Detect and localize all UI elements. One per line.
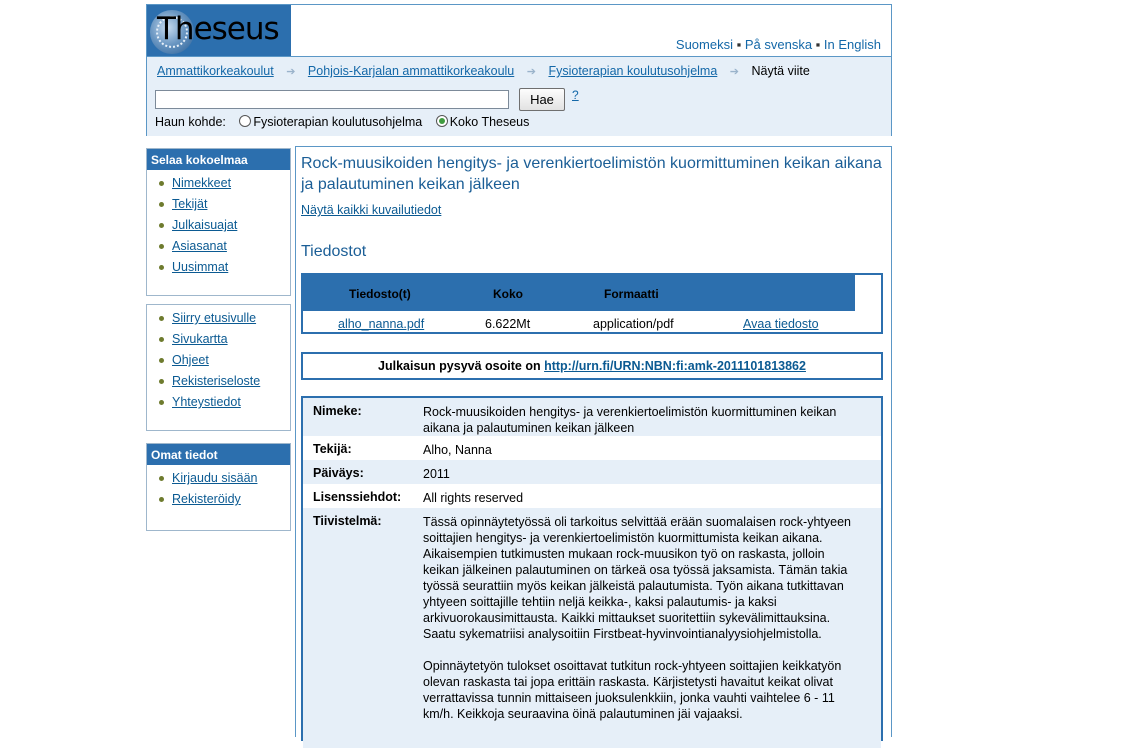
lang-separator: ▪ [815, 37, 824, 52]
sidebar-link-dates[interactable]: Julkaisuajat [172, 218, 238, 232]
metadata-value: Rock-muusikoiden hengitys- ja verenkiertoelimistön kuormittuminen keikan aikana ja palautuminen keikan jälkeen [423, 405, 837, 435]
metadata-row-license [303, 484, 881, 508]
abstract-text [423, 514, 863, 738]
sidebar-item-authors [147, 194, 290, 215]
search-scope-label: Haun kohde: [155, 115, 226, 129]
permanent-address-box [301, 352, 883, 380]
sidebar-item-dates [147, 215, 290, 236]
file-name-link[interactable]: alho_nanna.pdf [338, 317, 425, 331]
sidebar-item-login [147, 468, 290, 489]
sidebar-account-title: Omat tiedot [147, 444, 290, 465]
urn-link[interactable]: http://urn.fi/URN:NBN:fi:amk-2011101813862 [544, 359, 806, 373]
scope-radio-all[interactable] [436, 115, 448, 127]
breadcrumb-link-programme[interactable]: Fysioterapian koulutusohjelma [548, 64, 718, 78]
metadata-label: Päiväys: [313, 466, 364, 480]
sidebar-item-contact [147, 392, 290, 413]
sidebar-link-titles[interactable]: Nimekkeet [172, 176, 232, 190]
file-format: application/pdf [593, 317, 674, 331]
lang-separator: ▪ [736, 37, 745, 52]
sidebar-item-home [147, 308, 290, 329]
breadcrumb-arrow-icon: ➔ [286, 66, 296, 78]
lang-english-link[interactable]: In English [823, 37, 881, 52]
metadata-row-date [303, 460, 881, 484]
metadata-value: 2011 [423, 467, 450, 481]
sidebar-item-register [147, 489, 290, 510]
sidebar-browse [146, 148, 291, 296]
sidebar-item-subjects [147, 236, 290, 257]
scope-radio-programme[interactable] [239, 115, 251, 127]
sidebar-link-authors[interactable]: Tekijät [172, 197, 208, 211]
files-col-file: Tiedosto(t) [349, 287, 411, 301]
search-button[interactable]: Hae [519, 88, 565, 111]
logo-text: Theseus [157, 11, 279, 47]
search-help-link[interactable]: ? [572, 88, 579, 102]
files-col-format: Formaatti [604, 287, 659, 301]
breadcrumb-arrow-icon: ➔ [729, 66, 739, 78]
files-col-size: Koko [493, 287, 523, 301]
metadata-label: Nimeke: [313, 404, 362, 418]
breadcrumb-link-school[interactable]: Pohjois-Karjalan ammattikorkeakoulu [307, 64, 515, 78]
file-size: 6.622Mt [485, 317, 531, 331]
search-input[interactable] [155, 90, 509, 109]
sidebar-item-sitemap [147, 329, 290, 350]
sidebar-browse-title: Selaa kokoelmaa [147, 149, 290, 170]
urn-label: Julkaisun pysyvä osoite on [378, 359, 541, 373]
sidebar-link-contact[interactable]: Yhteystiedot [172, 395, 241, 409]
search-scope [155, 115, 529, 129]
metadata-label: Tiivistelmä: [313, 514, 382, 528]
breadcrumb-search-bar [147, 56, 891, 136]
item-record [295, 146, 892, 737]
theseus-logo[interactable] [147, 5, 291, 56]
metadata-row-title [303, 398, 881, 436]
show-full-record-link[interactable]: Näytä kaikki kuvailutiedot [301, 203, 442, 217]
sidebar-item-titles [147, 173, 290, 194]
sidebar-link-recent[interactable]: Uusimmat [172, 260, 229, 274]
sidebar-link-sitemap[interactable]: Sivukartta [172, 332, 228, 346]
open-file-link[interactable]: Avaa tiedosto [743, 317, 819, 331]
files-table [301, 273, 883, 334]
files-heading: Tiedostot [301, 243, 367, 260]
metadata-label: Tekijä: [313, 442, 352, 456]
abstract-paragraph: Opinnäytetyön tulokset osoittavat tutkitun rock-yhtyeen soittajien keikkatyön olevan raskasta tai jopa erittäin raskasta. Kärjistetysti havaitut keikat olivat verrattavissa tunnin mittaiseen juoksulenkkiin, jonka vauhti vaihtelee 6 - 11 km/h. Keikkoja seuraavina öinä palautuminen jäi vajaaksi. [423, 659, 842, 721]
metadata-table [301, 396, 883, 741]
sidebar-link-subjects[interactable]: Asiasanat [172, 239, 227, 253]
breadcrumb-current: Näytä viite [751, 64, 810, 78]
page-title: Rock-muusikoiden hengitys- ja verenkiertoelimistön kuormittuminen keikan aikana ja palautuminen keikan jälkeen [301, 155, 882, 193]
lang-swedish-link[interactable]: På svenska [744, 37, 813, 52]
site-header [146, 4, 892, 136]
language-switcher [676, 37, 881, 52]
sidebar-item-help [147, 350, 290, 371]
metadata-row-author [303, 436, 881, 460]
sidebar-item-privacy [147, 371, 290, 392]
metadata-value: All rights reserved [423, 491, 524, 505]
sidebar-link-privacy[interactable]: Rekisteriseloste [172, 374, 261, 388]
scope-option-programme[interactable]: Fysioterapian koulutusohjelma [253, 115, 423, 129]
breadcrumb-link-universities[interactable]: Ammattikorkeakoulut [157, 64, 274, 78]
sidebar-link-home[interactable]: Siirry etusivulle [172, 311, 257, 325]
files-table-header [303, 275, 855, 311]
breadcrumb-arrow-icon: ➔ [526, 66, 536, 78]
breadcrumb [157, 64, 810, 78]
sidebar-link-help[interactable]: Ohjeet [172, 353, 209, 367]
metadata-value: Alho, Nanna [423, 443, 492, 457]
metadata-row-abstract [303, 508, 881, 748]
sidebar-links [146, 304, 291, 431]
lang-finnish-link[interactable]: Suomeksi [675, 37, 733, 52]
metadata-label: Lisenssiehdot: [313, 490, 402, 504]
abstract-paragraph: Tässä opinnäytetyössä oli tarkoitus selvittää erään suomalaisen rock-yhtyeen soittajien hengitys- ja verenkiertoelimistön kuormittumista keikan aikana. Aikaisempien tutkimusten mukaan rock-muusikon työ on raskasta, jolloin keikan jälkeinen palautuminen on tärkeä osa työssä jaksamista. Tämän takia työssä seurattiin myös keikan jälkeistä palautumista. Työn aikana tutkittavan yhtyeen soittajille tehtiin neljä keikka-, kaksi palautumis- ja kaksi arkivuorokausimittausta. Kaikki mittaukset suoritettiin sykevälimittauksina. Saatu sykematriisi analysoitiin Firstbeat-hyvinvointianalyysiohjelmistolla. [423, 515, 851, 641]
sidebar-item-recent [147, 257, 290, 278]
sidebar-link-register[interactable]: Rekisteröidy [172, 492, 241, 506]
sidebar-account [146, 443, 291, 531]
scope-option-all[interactable]: Koko Theseus [449, 115, 530, 129]
sidebar-link-login[interactable]: Kirjaudu sisään [172, 471, 258, 485]
